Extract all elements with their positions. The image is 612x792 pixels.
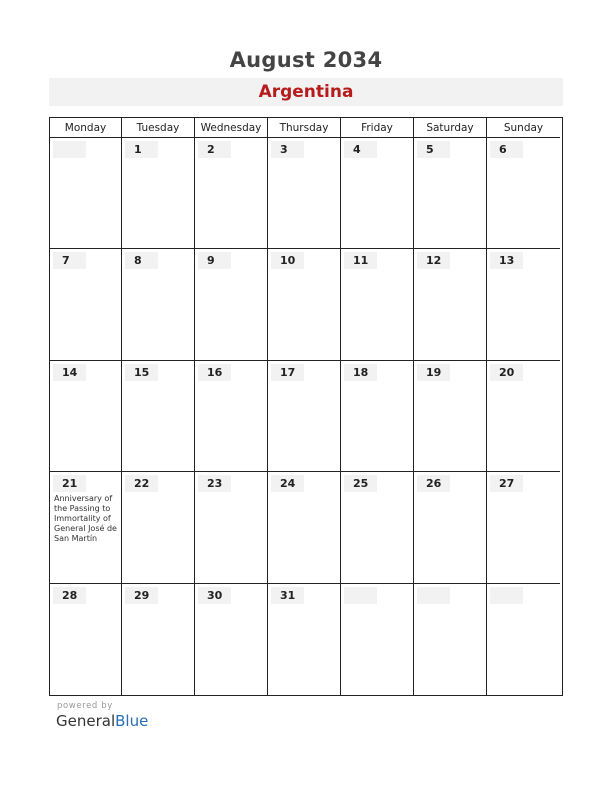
day-number: 21 <box>53 475 86 492</box>
day-number: 11 <box>344 252 377 269</box>
day-number <box>344 587 377 604</box>
day-number: 25 <box>344 475 377 492</box>
day-cell-29 <box>122 584 195 695</box>
empty-day-cell <box>487 584 560 695</box>
day-cell-10 <box>268 249 341 360</box>
day-cell-24 <box>268 472 341 583</box>
day-cell-14 <box>50 361 122 472</box>
day-number: 16 <box>198 364 231 381</box>
empty-day-cell <box>50 138 122 249</box>
day-number <box>417 587 450 604</box>
weekday-header-saturday: Saturday <box>414 118 487 138</box>
day-cell-20 <box>487 361 560 472</box>
day-cell-6 <box>487 138 560 249</box>
day-number: 8 <box>125 252 158 269</box>
powered-by-text: powered by <box>57 701 113 711</box>
day-number: 24 <box>271 475 304 492</box>
day-number: 17 <box>271 364 304 381</box>
day-number: 26 <box>417 475 450 492</box>
day-cell-23 <box>195 472 268 583</box>
day-cell-8 <box>122 249 195 360</box>
day-number: 9 <box>198 252 231 269</box>
day-number: 3 <box>271 141 304 158</box>
day-cell-17 <box>268 361 341 472</box>
day-number: 2 <box>198 141 231 158</box>
day-number: 5 <box>417 141 450 158</box>
calendar-title: August 2034 <box>229 48 383 72</box>
weekday-header-monday: Monday <box>50 118 122 138</box>
weekday-header-wednesday: Wednesday <box>195 118 268 138</box>
day-cell-26 <box>414 472 487 583</box>
day-cell-9 <box>195 249 268 360</box>
day-number: 18 <box>344 364 377 381</box>
day-number: 29 <box>125 587 158 604</box>
weekday-header-tuesday: Tuesday <box>122 118 195 138</box>
day-number: 28 <box>53 587 86 604</box>
country-banner <box>49 78 563 106</box>
day-cell-5 <box>414 138 487 249</box>
day-cell-3 <box>268 138 341 249</box>
country-name: Argentina <box>258 82 354 102</box>
day-cell-12 <box>414 249 487 360</box>
day-number: 23 <box>198 475 231 492</box>
weekday-header-thursday: Thursday <box>268 118 341 138</box>
day-cell-7 <box>50 249 122 360</box>
weekday-header-sunday: Sunday <box>487 118 560 138</box>
day-cell-21 <box>50 472 122 583</box>
day-cell-22 <box>122 472 195 583</box>
day-number <box>53 141 86 158</box>
day-cell-11 <box>341 249 414 360</box>
day-cell-25 <box>341 472 414 583</box>
month-calendar-grid <box>49 117 563 696</box>
brand-general: General <box>56 712 116 730</box>
day-cell-19 <box>414 361 487 472</box>
day-cell-18 <box>341 361 414 472</box>
day-cell-31 <box>268 584 341 695</box>
brand-blue: Blue <box>115 712 149 730</box>
holiday-event: Anniversary of the Passing to Immortality of General José de San Martín <box>54 494 117 544</box>
empty-day-cell <box>414 584 487 695</box>
day-number: 7 <box>53 252 86 269</box>
day-number: 19 <box>417 364 450 381</box>
day-number: 15 <box>125 364 158 381</box>
day-number: 27 <box>490 475 523 492</box>
day-cell-30 <box>195 584 268 695</box>
day-cell-2 <box>195 138 268 249</box>
day-number: 13 <box>490 252 523 269</box>
weekday-header-friday: Friday <box>341 118 414 138</box>
generalblue-logo[interactable] <box>56 712 148 730</box>
day-cell-13 <box>487 249 560 360</box>
footer <box>56 701 148 730</box>
day-number: 31 <box>271 587 304 604</box>
day-cell-15 <box>122 361 195 472</box>
day-number: 10 <box>271 252 304 269</box>
day-number: 12 <box>417 252 450 269</box>
day-number: 4 <box>344 141 377 158</box>
day-number: 30 <box>198 587 231 604</box>
day-number: 14 <box>53 364 86 381</box>
day-cell-4 <box>341 138 414 249</box>
day-cell-28 <box>50 584 122 695</box>
day-number: 6 <box>490 141 523 158</box>
empty-day-cell <box>341 584 414 695</box>
day-number: 20 <box>490 364 523 381</box>
day-number: 22 <box>125 475 158 492</box>
day-number <box>490 587 523 604</box>
day-number: 1 <box>125 141 158 158</box>
day-cell-1 <box>122 138 195 249</box>
day-cell-16 <box>195 361 268 472</box>
day-cell-27 <box>487 472 560 583</box>
